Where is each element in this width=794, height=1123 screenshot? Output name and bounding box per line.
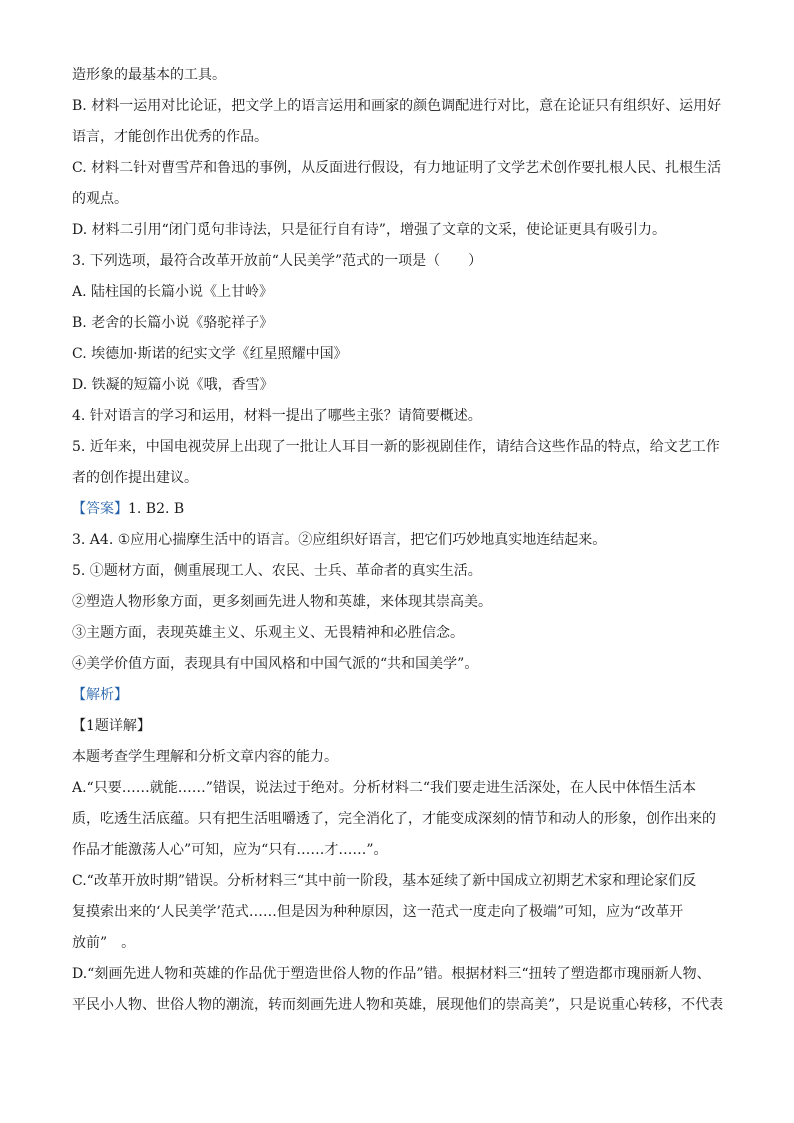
option-b-line-2: 语言，才能创作出优秀的作品。 xyxy=(72,129,268,145)
analysis-line: 质，吃透生活底蕴。只有把生活咀嚼透了，完全消化了，才能变成深刻的情节和动人的形象，创作出来的 xyxy=(72,811,716,827)
answer-line: 3. A4. ①应用心揣摩生活中的语言。②应组织好语言，把它们巧妙地真实地连结起来。 xyxy=(72,532,607,548)
document-page xyxy=(72,60,724,1021)
analysis-line: 平民小人物、世俗人物的潮流，转而刻画先进人物和英雄，展现他们的崇高美”，只是说重心转移，不代表 xyxy=(72,997,724,1013)
answer-line xyxy=(72,494,724,525)
text-line: 造形象的最基本的工具。 xyxy=(72,67,226,83)
analysis-line: 本题考查学生理解和分析文章内容的能力。 xyxy=(72,749,338,765)
analysis-sub-heading: 【1题详解】 xyxy=(72,718,151,734)
q3-option-d: D. 铁凝的短篇小说《哦，香雪》 xyxy=(72,377,274,393)
analysis-line: 作品才能激荡人心”可知，应为“只有……才……”。 xyxy=(72,842,388,858)
analysis-line: C.“改革开放时期”错误。分析材料三“其中前一阶段，基本延续了新中国成立初期艺术家和理论家们反 xyxy=(72,873,697,889)
question-3: 3. 下列选项，最符合改革开放前“人民美学”范式的一项是（ ） xyxy=(72,253,483,269)
question-4: 4. 针对语言的学习和运用，材料一提出了哪些主张？请简要概述。 xyxy=(72,408,482,424)
answer-label: 【答案】 xyxy=(72,501,128,517)
option-c-line-2: 的观点。 xyxy=(72,191,128,207)
answer-line: ④美学价值方面，表现具有中国风格和中国气派的“共和国美学”。 xyxy=(72,656,479,672)
analysis-heading xyxy=(72,680,724,711)
option-d-line: D. 材料二引用“闭门觅句非诗法，只是征行自有诗”，增强了文章的文采，使论证更具有吸引力。 xyxy=(72,222,666,238)
answer-first: 1. B2. B xyxy=(128,501,185,517)
option-c-line-1: C. 材料二针对曹雪芹和鲁迅的事例，从反面进行假设，有力地证明了文学艺术创作要扎根人民、扎根生活 xyxy=(72,160,722,176)
question-5-line-1: 5. 近年来，中国电视荧屏上出现了一批让人耳目一新的影视剧佳作，请结合这些作品的特点，给文艺工作 xyxy=(72,439,720,455)
analysis-line: A.“只要……就能……”错误，说法过于绝对。分析材料二“我们要走进生活深处，在人民中体悟生活本 xyxy=(72,780,697,796)
analysis-line: 放前” 。 xyxy=(72,935,136,951)
answer-line: ②塑造人物形象方面，更多刻画先进人物和英雄，来体现其崇高美。 xyxy=(72,594,492,610)
q3-option-a: A. 陆柱国的长篇小说《上甘岭》 xyxy=(72,284,274,300)
analysis-label: 【解析】 xyxy=(72,687,128,703)
option-b-line-1: B. 材料一运用对比论证，把文学上的语言运用和画家的颜色调配进行对比，意在论证只有组织好、运用好 xyxy=(72,98,722,114)
question-5-line-2: 者的创作提出建议。 xyxy=(72,470,198,486)
analysis-line: D.“刻画先进人物和英雄的作品优于塑造世俗人物的作品”错。根据材料三“扭转了塑造都市瑰丽新人物、 xyxy=(72,966,711,982)
q3-option-c: C. 埃德加·斯诺的纪实文学《红星照耀中国》 xyxy=(72,346,348,362)
answer-line: 5. ①题材方面，侧重展现工人、农民、士兵、革命者的真实生活。 xyxy=(72,563,482,579)
analysis-line: 复摸索出来的‘人民美学’范式……但是因为种种原因，这一范式一度走向了极端”可知，应为“改革开 xyxy=(72,904,684,920)
answer-line: ③主题方面，表现英雄主义、乐观主义、无畏精神和必胜信念。 xyxy=(72,625,464,641)
q3-option-b: B. 老舍的长篇小说《骆驼祥子》 xyxy=(72,315,274,331)
